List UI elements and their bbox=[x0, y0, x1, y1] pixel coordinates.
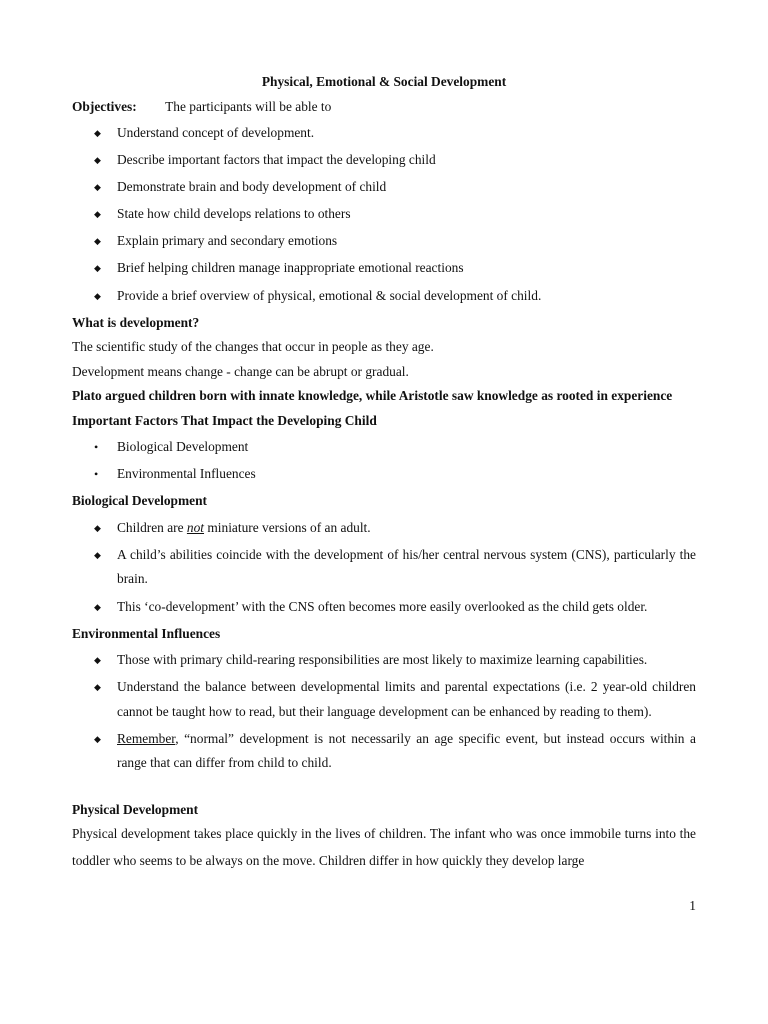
plato-aristotle-paragraph: Plato argued children born with innate knowledge, while Aristotle saw knowledge as rooted in experience bbox=[72, 388, 673, 404]
objectives-list bbox=[72, 121, 696, 308]
diamond-bullet-icon: ◆ bbox=[94, 155, 101, 166]
diamond-bullet-icon: ◆ bbox=[94, 263, 101, 274]
objectives-line bbox=[72, 95, 696, 120]
list-item: ◆ Understand the balance between developmental limits and parental expectations (i.e. 2 year-old children cannot be taught how to read, but their language development can be enhanced by reading to them). bbox=[72, 675, 696, 724]
diamond-bullet-icon: ◆ bbox=[94, 549, 101, 560]
list-item: ◆ State how child develops relations to others bbox=[72, 202, 696, 227]
list-item: ◆ This ‘co-development’ with the CNS often becomes more easily overlooked as the child gets older. bbox=[72, 595, 696, 620]
list-item: • Environmental Influences bbox=[72, 462, 696, 487]
physical-development-paragraph: Physical development takes place quickly in the lives of children. The infant who was once immobile turns into the toddler who seems to be always on the move. Children differ in how quickly they develop large bbox=[72, 826, 696, 869]
diamond-bullet-icon: ◆ bbox=[94, 209, 101, 220]
diamond-bullet-icon: ◆ bbox=[94, 182, 101, 193]
diamond-bullet-icon: ◆ bbox=[94, 733, 101, 744]
section-heading-important-factors: Important Factors That Impact the Developing Child bbox=[72, 412, 377, 428]
objectives-intro: The participants will be able to bbox=[165, 98, 332, 114]
diamond-bullet-icon: ◆ bbox=[94, 128, 101, 138]
list-item: ◆ Explain primary and secondary emotions bbox=[72, 229, 696, 254]
factors-list bbox=[72, 435, 696, 487]
list-item: ◆ Children are not miniature versions of an adult. bbox=[72, 516, 696, 541]
objectives-label: Objectives: bbox=[72, 98, 137, 114]
biological-list bbox=[72, 516, 696, 619]
what-is-line-2: Development means change - change can be abrupt or gradual. bbox=[72, 363, 409, 379]
list-item: ◆ Those with primary child-rearing responsibilities are most likely to maximize learning capabilities. bbox=[72, 648, 696, 673]
document-title: Physical, Emotional & Social Development bbox=[261, 74, 507, 89]
section-heading-physical-development: Physical Development bbox=[72, 802, 199, 818]
list-item: ◆ Understand concept of development. bbox=[72, 121, 696, 146]
environmental-list bbox=[72, 648, 696, 776]
list-item: ◆ Brief helping children manage inappropriate emotional reactions bbox=[72, 256, 696, 281]
list-item: ◆ Demonstrate brain and body development of child bbox=[72, 175, 696, 200]
dot-bullet-icon: • bbox=[94, 467, 99, 482]
remember-underlined: Remember bbox=[117, 730, 176, 746]
section-heading-environmental-influences: Environmental Influences bbox=[72, 625, 221, 641]
section-heading-what-is-development: What is development? bbox=[72, 314, 200, 330]
dot-bullet-icon: • bbox=[94, 440, 99, 455]
diamond-bullet-icon: ◆ bbox=[94, 522, 101, 533]
diamond-bullet-icon: ◆ bbox=[94, 290, 101, 301]
diamond-bullet-icon: ◆ bbox=[94, 682, 101, 693]
emphasis-not: not bbox=[186, 519, 205, 535]
diamond-bullet-icon: ◆ bbox=[94, 236, 101, 247]
list-item: • Biological Development bbox=[72, 435, 696, 460]
diamond-bullet-icon: ◆ bbox=[94, 601, 101, 612]
list-item: ◆ Provide a brief overview of physical, emotional & social development of child. bbox=[72, 284, 696, 309]
list-item: ◆ A child’s abilities coincide with the development of his/her central nervous system (CNS), particularly the brain. bbox=[72, 543, 696, 592]
page-number: 1 bbox=[689, 898, 696, 913]
list-item: ◆ Describe important factors that impact the developing child bbox=[72, 148, 696, 173]
what-is-line-1: The scientific study of the changes that occur in people as they age. bbox=[72, 339, 434, 355]
document-content bbox=[72, 70, 696, 874]
diamond-bullet-icon: ◆ bbox=[94, 655, 101, 666]
section-heading-biological-development: Biological Development bbox=[72, 493, 208, 509]
section-spacer bbox=[72, 778, 696, 800]
list-item: ◆ Remember, “normal” development is not necessarily an age specific event, but instead occurs within a range that can differ from child to child. bbox=[72, 727, 696, 776]
